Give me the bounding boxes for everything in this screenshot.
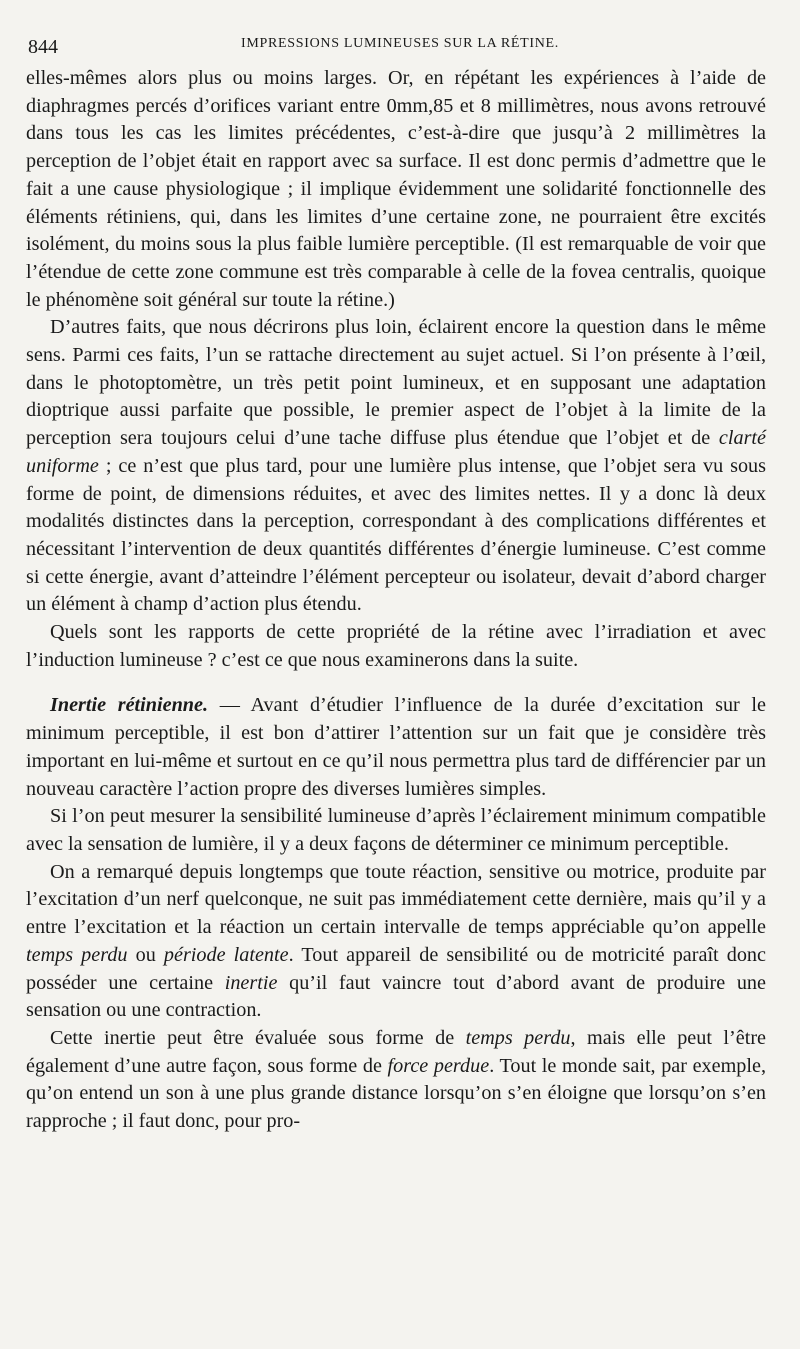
paragraph-6-text-d: qu’il faut vaincre tout d’abord avant de produire une sensation ou une contraction. <box>26 971 766 1022</box>
paragraph-6-italic-1: temps perdu <box>26 943 128 966</box>
paragraph-2-text-a: D’autres faits, que nous décrirons plus loin, éclairent encore la question dans le même sens. Parmi ces faits, l’un se rattache directement au sujet actuel. Si l’on présente à l’œil, dans le photoptomètre, un très petit point lumineux, et en supposant une adaptation dioptrique aussi parfaite que possible, le premier aspect de l’objet à la limite de la perception sera toujours celui d’une tache diffuse plus étendue que l’objet et de <box>26 316 766 450</box>
paragraph-6-italic-3: inertie <box>224 971 278 994</box>
paragraph-4 <box>26 692 766 803</box>
section-title: Inertie rétinienne. <box>50 694 209 717</box>
page-number: 844 <box>28 36 58 58</box>
paragraph-7 <box>26 1025 766 1136</box>
paragraph-7-italic-2: force perdue <box>387 1054 490 1077</box>
paragraph-4-text: — Avant d’étudier l’influence de la durée d’excitation sur le minimum perceptible, il est bon d’attirer l’attention sur un fait que je considère très important en lui-même et surtout en ce qu’il nous permettra plus tard de différencier par un nouveau caractère l’action propre des diverses lumières simples. <box>26 694 766 800</box>
paragraph-6-italic-2: période latente <box>163 943 289 966</box>
paragraph-6-text-a: On a remarqué depuis longtemps que toute réaction, sensitive ou motrice, produite par l’excitation d’un nerf quelconque, ne suit pas immédiatement cette dernière, mais qu’il y a entre l’excitation et la réaction un certain intervalle de temps appréciable qu’on appelle <box>26 860 766 939</box>
paragraph-1: elles-mêmes alors plus ou moins larges. Or, en répétant les expériences à l’aide de diaphragmes percés d’orifices variant entre 0mm,85 et 8 millimètres, nous avons retrouvé dans tous les cas les limites précédentes, c’est-à-dire que jusqu’à 2 millimètres la perception de l’objet était en rapport avec sa surface. Il est donc permis d’admettre que le fait a une cause physiologique ; il implique évidemment une solidarité fonctionnelle des éléments rétiniens, qui, dans les limites d’une certaine zone, ne pourraient être excités isolément, du moins sous la plus faible lumière perceptible. (Il est remarquable de voir que l’étendue de cette zone commune est très comparable à celle de la fovea centralis, quoique le phénomène soit général sur toute la rétine.) <box>26 67 766 311</box>
paragraph-6-text-b: ou <box>127 943 164 966</box>
paragraph-7-text-c: . Tout le monde sait, par exemple, qu’on entend un son à une plus grande distance lorsqu’on s’en éloigne que lorsqu’on s’en rapproche ; il faut donc, pour pro- <box>26 1054 767 1133</box>
paragraph-2 <box>26 314 766 619</box>
page-header <box>28 30 772 60</box>
paragraph-3: Quels sont les rapports de cette propriété de la rétine avec l’irradiation et avec l’induction lumineuse ? c’est ce que nous examinerons dans la suite. <box>26 621 766 671</box>
paragraph-7-text-b: , mais elle peut l’être également d’une autre façon, sous forme de <box>26 1026 767 1077</box>
paragraph-7-italic-1: temps perdu <box>465 1026 571 1049</box>
paragraph-2-italic: clarté uniforme <box>26 427 766 477</box>
running-title: IMPRESSIONS LUMINEUSES SUR LA RÉTINE. <box>241 36 559 51</box>
paragraph-2-text-b: ; ce n’est que plus tard, pour une lumière plus intense, que l’objet sera vu sous forme de point, de dimensions réduites, et avec des limites nettes. Il y a donc là deux modalités distinctes dans la perception, correspondant à des complications différentes et nécessitant l’intervention de deux quantités différentes d’énergie lumineuse. C’est comme si cette énergie, avant d’atteindre l’élément percepteur ou isolateur, devait d’abord charger un élément à champ d’action plus étendu. <box>26 454 766 616</box>
paragraph-6-text-c: . Tout appareil de sensibilité ou de motricité paraît donc posséder une certaine <box>26 943 766 994</box>
paragraph-6 <box>26 859 766 1025</box>
body-text <box>26 65 766 1136</box>
paragraph-5: Si l’on peut mesurer la sensibilité lumineuse d’après l’éclairement minimum compatible avec la sensation de lumière, il y a deux façons de déterminer ce minimum perceptible. <box>26 805 766 855</box>
paragraph-7-text-a: Cette inertie peut être évaluée sous forme de <box>50 1026 466 1049</box>
